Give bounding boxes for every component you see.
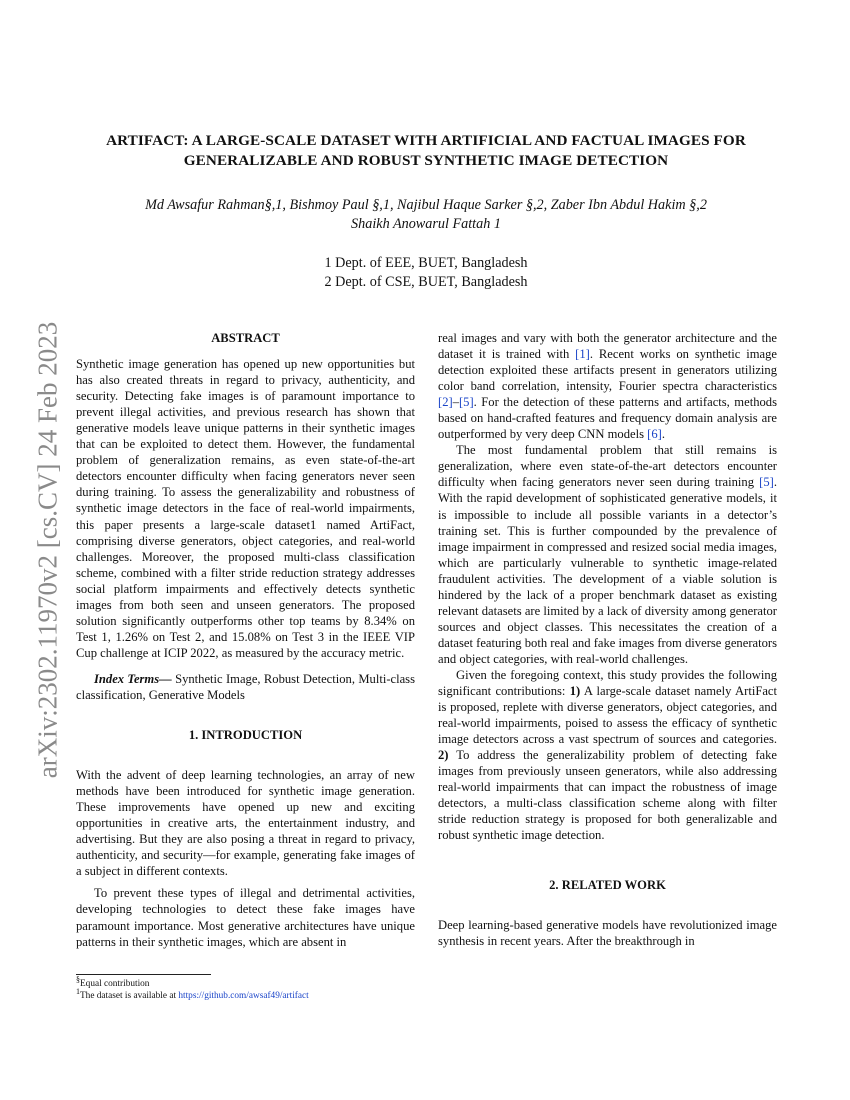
right-column bbox=[438, 330, 777, 949]
right-paragraph-2 bbox=[438, 442, 777, 667]
text-run: . For the detection of these patterns and artifacts, methods based on hand-crafted features and frequency domain analysis are outperformed by very deep CNN models bbox=[438, 395, 777, 442]
text-run: real images and vary with both the generator architecture and the dataset it is trained with bbox=[438, 331, 777, 362]
citation-link[interactable]: [5] bbox=[759, 475, 774, 490]
related-work-text: Deep learning-based generative models have revolutionized image synthesis in recent years. After the breakthrough in bbox=[438, 917, 777, 948]
text-run: A large-scale dataset namely ArtiFact is proposed, replete with diverse generators, object categories, and real-world impairments, poised to assess the efficacy of synthetic image detectors across a vast spectrum of sources and categories. bbox=[438, 684, 778, 747]
text-run: . With the rapid development of sophisticated generative models, it is impossible to include all possible variants in a detector’s training set. This is further compounded by the prevalence of image impairment in compressed and resized social media images, which are particularly vulnerable to synthetic image-related fraudulent activities. The development of a viable solution is hindered by the lack of a proper benchmark dataset as existing relevant datasets are limited by a lack of diversity among generator sources and object classes. This necessitates the creation of a dataset featuring both real and fake images from diverse generators and object categories, with real-world challenges. bbox=[438, 475, 777, 666]
index-terms-text: Synthetic Image, Robust Detection, Multi-class classification, Generative Models bbox=[76, 671, 415, 702]
footnote-dataset bbox=[76, 986, 309, 1002]
abstract-text: Synthetic image generation has opened up new opportunities but has also created threats in regard to privacy, authenticity, and security. Detecting fake images is of paramount importance to prevent illegal activities, and previous research has shown that generative models leave unique patterns in their synthetic images that can be exploited to detect them. However, the fundamental problem of generalization remains, as even state-of-the-art detectors encounter difficulty when facing generators never seen during training. To assess the generalizability and robustness of synthetic image detectors in the face of real-world impairments, this paper presents a large-scale dataset1 named ArtiFact, comprising diverse generators, object categories, and real-world challenges. Moreover, the proposed multi-class classification scheme, combined with a filter stride reduction strategy addresses social platform impairments and effectively detects synthetic images from both seen and unseen generators. The proposed solution significantly outperforms other top teams by 8.34% on Test 1, 1.26% on Test 2, and 15.08% on Test 3 in the IEEE VIP Cup challenge at ICIP 2022, as measured by the accuracy metric. bbox=[76, 357, 415, 660]
affiliation-1: 1 Dept. of EEE, BUET, Bangladesh bbox=[324, 255, 528, 271]
title-line-1: ARTIFACT: A LARGE-SCALE DATASET WITH ARTIFICIAL AND FACTUAL IMAGES FOR bbox=[106, 132, 746, 149]
intro-heading: 1. INTRODUCTION bbox=[188, 728, 303, 743]
paper-title bbox=[70, 131, 782, 171]
related-work-heading: 2. RELATED WORK bbox=[549, 877, 666, 892]
text-run: To address the generalizability problem of detecting fake images from previously unseen generators, while also addressing real-world impairments that can impact the robustness of image detectors, a multi-class classification scheme along with filter stride reduction strategy is proposed for both generalizable and robust synthetic image detection. bbox=[438, 748, 777, 843]
affiliations bbox=[70, 254, 782, 292]
dataset-url-link[interactable]: https://github.com/awsaf49/artifact bbox=[178, 991, 309, 1001]
text-run: – bbox=[452, 395, 459, 410]
intro-paragraph-2: To prevent these types of illegal and detrimental activities, developing technologies to detect these fake images have paramount importance. Most generative architectures have unique patterns in their synthetic images, which are absent in bbox=[76, 886, 415, 949]
citation-link[interactable]: [1] bbox=[575, 347, 590, 362]
authors-line-2: Shaikh Anowarul Fattah 1 bbox=[351, 216, 501, 232]
right-paragraph-3 bbox=[438, 667, 777, 844]
left-column bbox=[76, 330, 415, 950]
footnote-text: The dataset is available at bbox=[80, 991, 179, 1001]
right-paragraph-1 bbox=[438, 330, 777, 442]
footnote-mark: § bbox=[76, 974, 80, 984]
index-terms-label: Index Terms— bbox=[94, 671, 172, 686]
citation-link[interactable]: [5] bbox=[458, 395, 474, 410]
title-line-2: GENERALIZABLE AND ROBUST SYNTHETIC IMAGE DETECTION bbox=[183, 152, 669, 169]
author-list bbox=[70, 196, 782, 234]
citation-link[interactable]: [2] bbox=[438, 395, 453, 410]
affiliation-2: 2 Dept. of CSE, BUET, Bangladesh bbox=[324, 274, 528, 290]
footnote-equal-contribution bbox=[76, 974, 211, 990]
text-run: . Recent works on synthetic image detection exploited these artifacts present in generators utilizing color band correlation, intensity, Fourier spectra characteristics bbox=[438, 347, 777, 394]
footnotes bbox=[76, 974, 309, 1002]
contribution-marker: 2) bbox=[438, 748, 449, 763]
footnote-text: Equal contribution bbox=[80, 979, 150, 989]
contribution-marker: 1) bbox=[569, 684, 581, 699]
citation-link[interactable]: [6] bbox=[647, 427, 662, 442]
arxiv-side-stamp: arXiv:2302.11970v2 [cs.CV] 24 Feb 2023 bbox=[32, 321, 63, 779]
footnote-mark: 1 bbox=[76, 986, 80, 996]
text-run: . bbox=[661, 427, 665, 442]
authors-line-1: Md Awsafur Rahman§,1, Bishmoy Paul §,1, Najibul Haque Sarker §,2, Zaber Ibn Abdul Hakim §,2 bbox=[145, 197, 707, 213]
intro-paragraph-1: With the advent of deep learning technologies, an array of new methods have been introduced for synthetic image generation. These improvements have opened up new and exciting opportunities in creative arts, the entertainment industry, and advertising. But they are also posing a threat in regard to privacy, authenticity, and security—for example, generating fake images of a subject in different contexts. bbox=[76, 768, 415, 879]
index-terms bbox=[76, 671, 415, 703]
abstract-heading: ABSTRACT bbox=[211, 331, 280, 345]
text-run: Given the foregoing context, this study provides the following significant contributions: bbox=[438, 667, 777, 699]
text-run: The most fundamental problem that still remains is generalization, where even state-of-the-art detectors encounter difficulty when facing generators never seen during training bbox=[438, 443, 777, 490]
